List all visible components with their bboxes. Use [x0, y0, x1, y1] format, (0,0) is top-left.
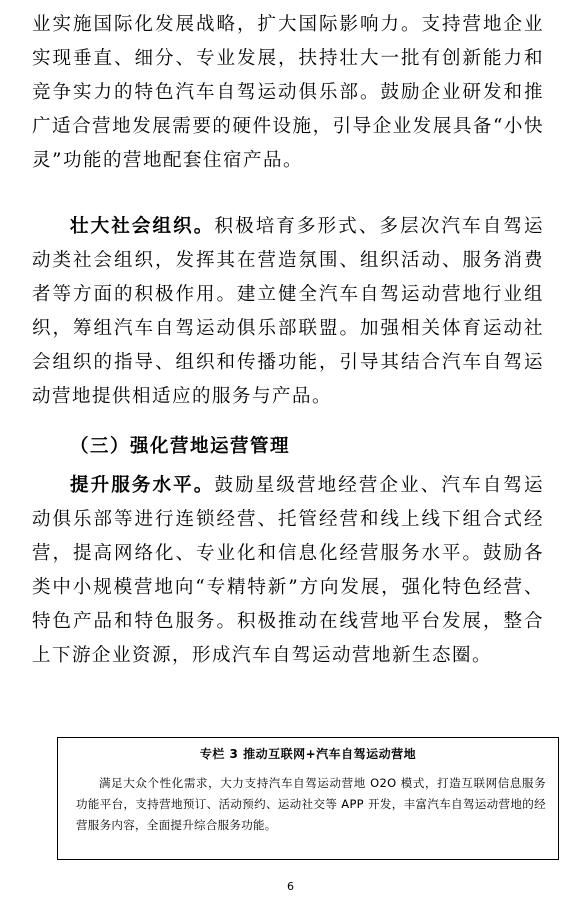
paragraph-text: 积极培育多形式、多层次汽车自驾运动类社会组织，发挥其在营造氛围、组织活动、服务消费者等方面的积极作用。建立健全汽车自驾运动营地行业组织，筹组汽车自驾运动俱乐部联盟。加强相关体育运动社会组织的指导、组织和传播功能，引导其结合汽车自驾运动营地提供相适应的服务与产品。 [32, 216, 544, 407]
paragraph-text: 鼓励星级营地经营企业、汽车自驾运动俱乐部等进行连锁经营、托管经营和线上线下组合式经营，提高网络化、专业化和信息化经营服务水平。鼓励各类中小规模营地向“专精特新”方向发展，强化特色经营、特色产品和特色服务。积极推动在线营地平台发展，整合上下游企业资源，形成汽车自驾运动营地新生态圈。 [32, 475, 544, 666]
paragraph-service-level [32, 469, 544, 673]
column-box-body: 满足大众个性化需求，大力支持汽车自驾运动营地 O2O 模式，打造互联网信息服务功能平台，支持营地预订、活动预约、运动社交等 APP 开发，丰富汽车自驾运动营地的经营服务内容，全面提升综合服务功能。 [76, 776, 546, 832]
column-box [57, 737, 559, 860]
section-heading: （三）强化营地运营管理 [70, 436, 291, 457]
page-number: 6 [287, 880, 294, 893]
paragraph-lead: 提升服务水平。 [70, 475, 215, 496]
paragraph-lead: 壮大社会组织。 [70, 216, 215, 237]
paragraph-text: 业实施国际化发展战略，扩大国际影响力。支持营地企业实现垂直、细分、专业发展，扶持壮大一批有创新能力和竞争实力的特色汽车自驾运动俱乐部。鼓励企业研发和推广适合营地发展需要的硬件设施，引导企业发展具备“小快灵”功能的营地配套住宿产品。 [32, 14, 544, 171]
paragraph-social-organizations [32, 210, 544, 414]
column-box-title: 专栏 3 推动互联网+汽车自驾运动营地 [199, 747, 417, 761]
paragraph-enterprise-international [32, 8, 544, 178]
